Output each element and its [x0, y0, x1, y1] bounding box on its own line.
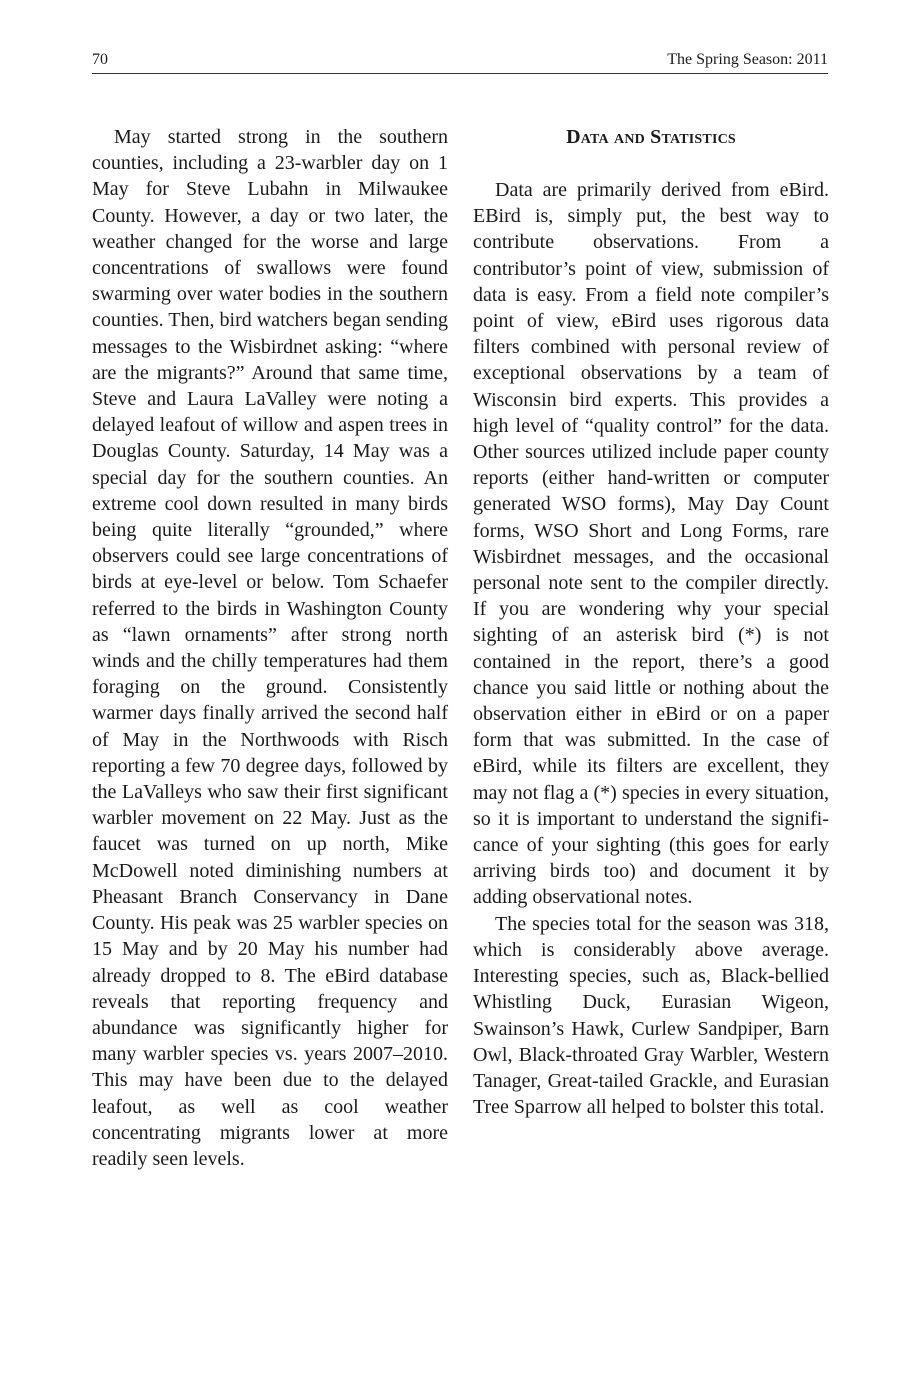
body-paragraph: The species total for the season was 318, which is considerably above average. Interesting species, such as, Black-bellied Whistling Duck, Eurasian Wigeon, Swainson’s Hawk, Curlew Sandpiper, Barn Owl, Black-throated Gray Warbler, Western Tanager, Great-tailed Grackle, and Eurasian Tree Sparrow all helped to bolster this total. — [473, 912, 829, 1119]
body-paragraph: May started strong in the southern counties, including a 23-warbler day on 1 May for Steve Lubahn in Milwaukee County. However, a day or two later, the weather changed for the worse and large concentrations of swallows were found swarming over water bodies in the southern counties. Then, bird watchers began sending messages to the Wisbirdnet asking: “where are the migrants?” Around that same time, Steve and Laura LaValley were noting a delayed leafout of willow and aspen trees in Douglas County. Saturday, 14 May was a special day for the southern counties. An extreme cool down resulted in many birds being quite literally “grounded,” where observers could see large concentrations of birds at eye-level or below. Tom Schaefer referred to the birds in Washington County as “lawn ornaments” after strong north winds and the chilly temperatures had them foraging on the ground. Consistently warmer days finally arrived the second half of May in the Northwoods with Risch reporting a few 70 degree days, followed by the LaValleys who saw their first significant warbler movement on 22 May. Just as the faucet was turned on up north, Mike McDowell noted diminishing numbers at Pheasant Branch Conservancy in Dane County. His peak was 25 warbler species on 15 May and by 20 May his number had already dropped to 8. The eBird database reveals that reporting frequency and abundance was significantly higher for many warbler species vs. years 2007–2010. This may have been due to the delayed leafout, as well as cool weather concentrating migrants lower at more readily seen levels. — [92, 126, 448, 1170]
header-rule — [92, 73, 828, 74]
left-column — [92, 124, 448, 1172]
running-header — [92, 48, 828, 72]
page-number: 70 — [92, 51, 108, 68]
body-paragraph: Data are primarily derived from eBird. EBird is, simply put, the best way to contribute observations. From a contributor’s point of view, submission of data is easy. From a field note compiler’s point of view, eBird uses rigorous data filters combined with personal review of exceptional observations by a team of Wisconsin bird experts. This provides a high level of “quality control” for the data. Other sources utilized include paper county reports (either hand-written or computer generated WSO forms), May Day Count forms, WSO Short and Long Forms, rare Wisbirdnet messages, and the occasional personal note sent to the compiler directly. If you are wondering why your special sighting of an asterisk bird (*) is not contained in the report, there’s a good chance you said little or nothing about the observation either in eBird or on a paper form that was submitted. In the case of eBird, while its filters are excellent, they may not flag a (*) species in every situation, so it is important to understand the significance of your sighting (this goes for early arriving birds too) and document it by adding observational notes. — [473, 179, 829, 909]
section-heading: Data and Statistics — [566, 126, 736, 148]
right-column — [473, 124, 829, 1120]
running-title: The Spring Season: 2011 — [667, 51, 828, 68]
